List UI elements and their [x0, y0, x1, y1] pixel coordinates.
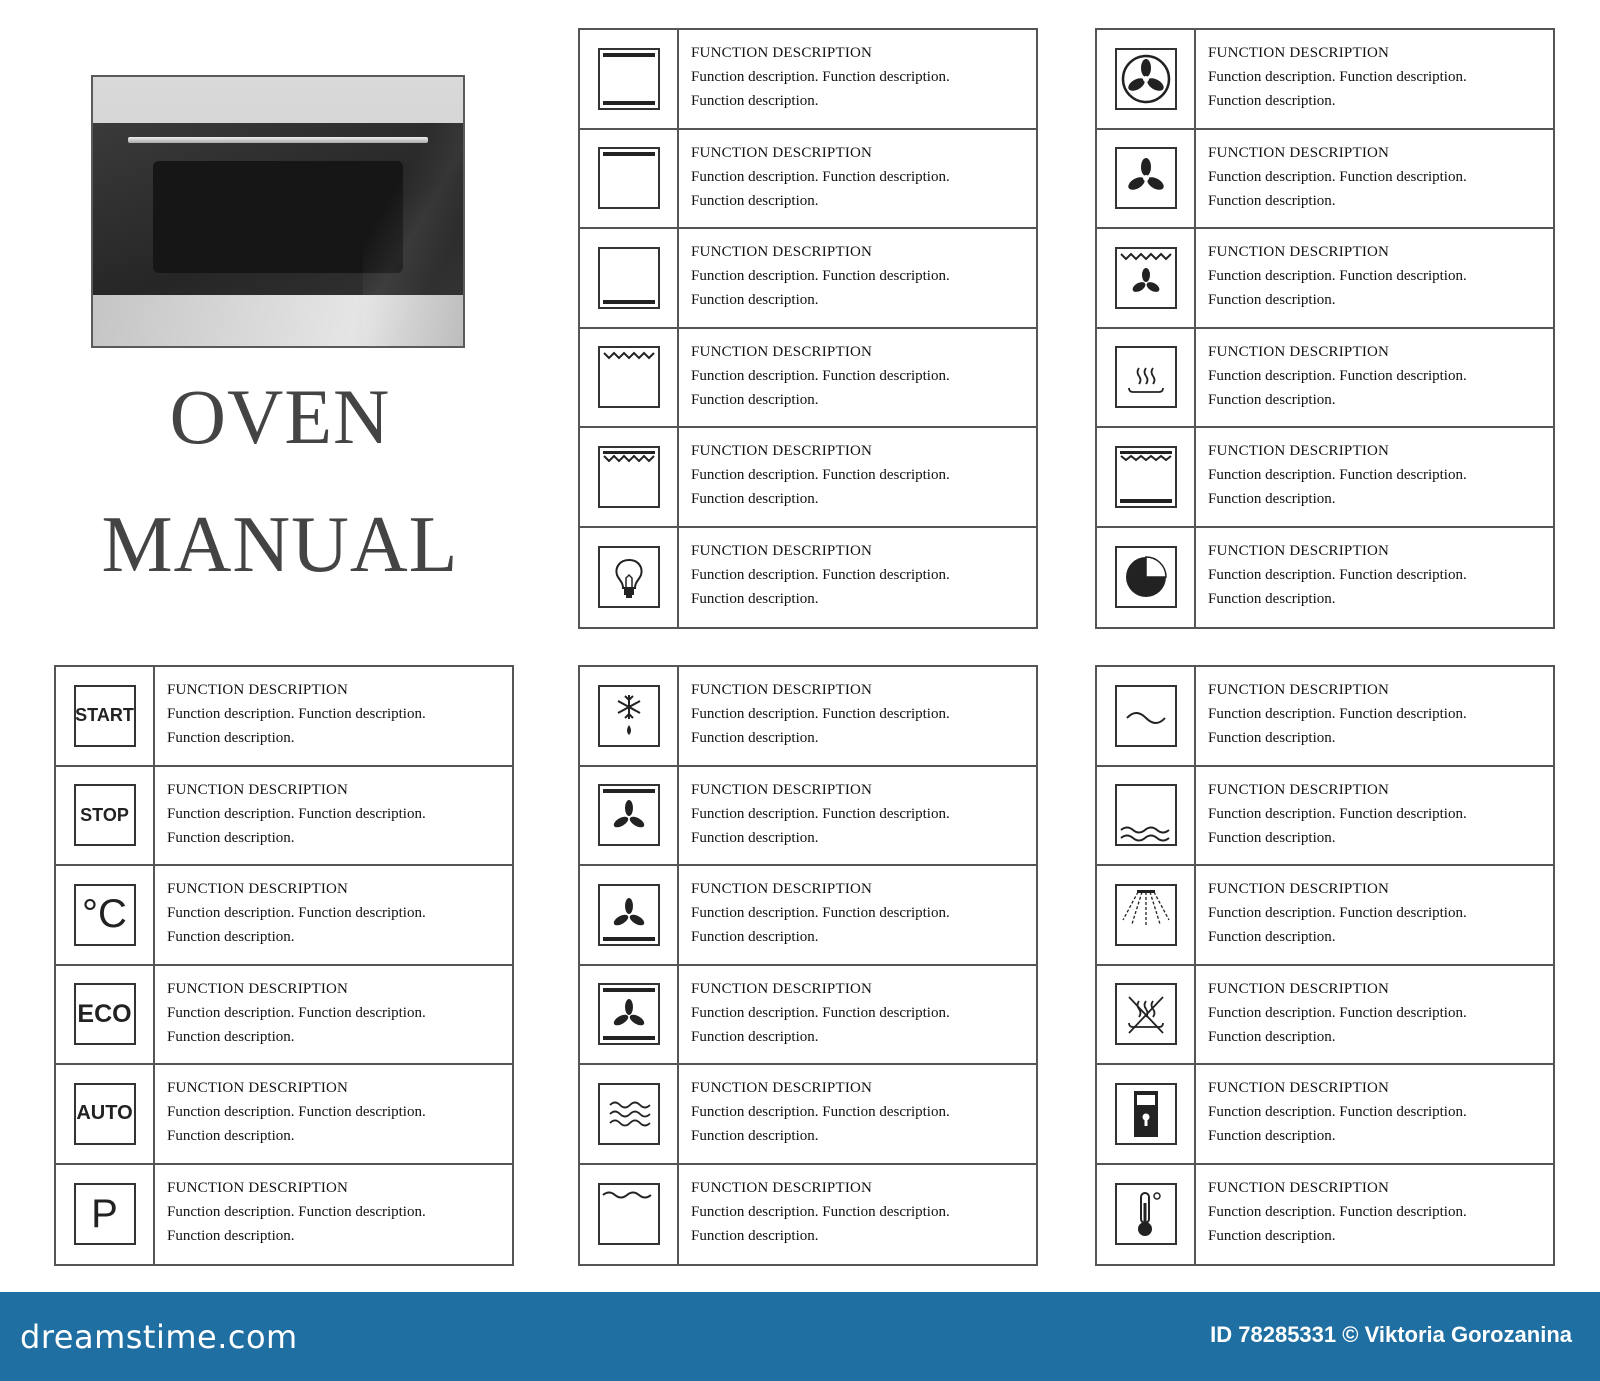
function-row	[56, 866, 512, 966]
celsius-icon: °C	[74, 884, 136, 946]
wave-top-icon	[598, 1183, 660, 1245]
function-description: FUNCTION DESCRIPTION Function description. Function description. Function description.	[167, 1179, 426, 1244]
function-row	[580, 428, 1036, 528]
panel-top-middle	[578, 28, 1038, 629]
function-row	[1097, 130, 1553, 230]
top-bottom-heat-icon	[598, 48, 660, 110]
grill-bottom-heat-icon	[1115, 446, 1177, 508]
function-description: FUNCTION DESCRIPTION Function description. Function description. Function description.	[691, 542, 950, 607]
function-description: FUNCTION DESCRIPTION Function description. Function description. Function description.	[691, 144, 950, 209]
function-description: FUNCTION DESCRIPTION Function description. Function description. Function description.	[1208, 343, 1467, 408]
door-lock-icon	[1115, 1083, 1177, 1145]
function-row	[580, 1065, 1036, 1165]
function-row	[1097, 30, 1553, 130]
eco-icon: ECO	[74, 983, 136, 1045]
image-credit: ID 78285331 © Viktoria Gorozanina	[1210, 1322, 1572, 1347]
page-title-line2: MANUAL	[101, 501, 459, 589]
function-description: FUNCTION DESCRIPTION Function description. Function description. Function description.	[691, 881, 950, 945]
function-description: FUNCTION DESCRIPTION Function description. Function description. Function description.	[1208, 1080, 1467, 1144]
function-description: FUNCTION DESCRIPTION Function description. Function description. Function description.	[691, 980, 950, 1045]
fan-icon	[1115, 147, 1177, 209]
function-row	[56, 1065, 512, 1165]
tilde-icon	[1115, 685, 1177, 747]
brand-logo[interactable]: dreamstime.com	[20, 1318, 298, 1356]
function-row	[56, 767, 512, 867]
panel-top-right	[1095, 28, 1555, 629]
function-row	[580, 329, 1036, 429]
bottom-heat-icon	[598, 247, 660, 309]
function-row	[1097, 667, 1553, 767]
function-row	[1097, 229, 1553, 329]
p-icon: P	[74, 1183, 136, 1245]
thermometer-icon	[1115, 1183, 1177, 1245]
grill-fan-icon	[1115, 247, 1177, 309]
function-row	[1097, 329, 1553, 429]
function-description: FUNCTION DESCRIPTION Function description. Function description. Function description.	[1208, 45, 1467, 109]
function-description: FUNCTION DESCRIPTION Function description. Function description. Function description.	[167, 682, 426, 746]
function-description: FUNCTION DESCRIPTION Function description. Function description. Function description.	[167, 781, 426, 846]
function-row	[580, 229, 1036, 329]
function-row	[56, 667, 512, 767]
function-description: FUNCTION DESCRIPTION Function description. Function description. Function description.	[1208, 980, 1467, 1045]
start-icon: START	[74, 685, 136, 747]
function-row	[580, 1165, 1036, 1265]
function-description: FUNCTION DESCRIPTION Function description. Function description. Function description.	[691, 682, 950, 746]
stop-icon: STOP	[74, 784, 136, 846]
grill-icon	[598, 346, 660, 408]
function-row	[56, 1165, 512, 1265]
function-row	[1097, 528, 1553, 628]
function-description: FUNCTION DESCRIPTION Function description. Function description. Function description.	[1208, 1179, 1467, 1244]
function-row	[1097, 1165, 1553, 1265]
function-row	[1097, 866, 1553, 966]
function-description: FUNCTION DESCRIPTION Function description. Function description. Function description.	[1208, 881, 1467, 945]
panel-bottom-right	[1095, 665, 1555, 1266]
function-description: FUNCTION DESCRIPTION Function description. Function description. Function description.	[167, 881, 426, 945]
top-heat-icon	[598, 147, 660, 209]
defrost-icon	[598, 685, 660, 747]
function-description: FUNCTION DESCRIPTION Function description. Function description. Function description.	[691, 343, 950, 408]
large-grill-icon	[598, 446, 660, 508]
function-row	[580, 30, 1036, 130]
footer-bar	[0, 1292, 1600, 1381]
panel-bottom-middle	[578, 665, 1038, 1266]
function-row	[56, 966, 512, 1066]
function-description: FUNCTION DESCRIPTION Function description. Function description. Function description.	[1208, 443, 1467, 507]
panel-bottom-left	[54, 665, 514, 1266]
function-row	[1097, 1065, 1553, 1165]
function-row	[580, 767, 1036, 867]
function-description: FUNCTION DESCRIPTION Function description. Function description. Function description.	[691, 1179, 950, 1244]
function-row	[580, 528, 1036, 628]
page-title-line1: OVEN	[169, 373, 391, 460]
warming-icon	[1115, 346, 1177, 408]
function-row	[580, 667, 1036, 767]
function-description: FUNCTION DESCRIPTION Function description. Function description. Function description.	[691, 244, 950, 308]
no-steam-icon	[1115, 983, 1177, 1045]
function-description: FUNCTION DESCRIPTION Function description. Function description. Function description.	[1208, 682, 1467, 746]
function-description: FUNCTION DESCRIPTION Function description. Function description. Function description.	[691, 1080, 950, 1144]
function-description: FUNCTION DESCRIPTION Function description. Function description. Function description.	[1208, 542, 1467, 607]
fan-top-bottom-icon	[598, 983, 660, 1045]
function-row	[580, 966, 1036, 1066]
function-row	[580, 866, 1036, 966]
function-description: FUNCTION DESCRIPTION Function description. Function description. Function description.	[691, 781, 950, 846]
fan-bottom-heat-icon	[598, 884, 660, 946]
function-row	[1097, 428, 1553, 528]
steam-waves-icon	[598, 1083, 660, 1145]
function-row	[580, 130, 1036, 230]
function-description: FUNCTION DESCRIPTION Function description. Function description. Function description.	[167, 1080, 426, 1144]
function-description: FUNCTION DESCRIPTION Function description. Function description. Function description.	[167, 980, 426, 1045]
function-row	[1097, 767, 1553, 867]
function-description: FUNCTION DESCRIPTION Function description. Function description. Function description.	[1208, 144, 1467, 209]
function-description: FUNCTION DESCRIPTION Function description. Function description. Function description.	[691, 443, 950, 507]
fan-top-heat-icon	[598, 784, 660, 846]
function-row	[1097, 966, 1553, 1066]
function-description: FUNCTION DESCRIPTION Function description. Function description. Function description.	[1208, 781, 1467, 846]
lamp-icon	[598, 546, 660, 608]
timer-pie-icon	[1115, 546, 1177, 608]
function-description: FUNCTION DESCRIPTION Function description. Function description. Function description.	[1208, 244, 1467, 308]
shower-icon	[1115, 884, 1177, 946]
function-description: FUNCTION DESCRIPTION Function description. Function description. Function description.	[691, 45, 950, 109]
oven-illustration	[91, 75, 465, 348]
fan-circle-icon	[1115, 48, 1177, 110]
water-bottom-icon	[1115, 784, 1177, 846]
auto-icon: AUTO	[74, 1083, 136, 1145]
